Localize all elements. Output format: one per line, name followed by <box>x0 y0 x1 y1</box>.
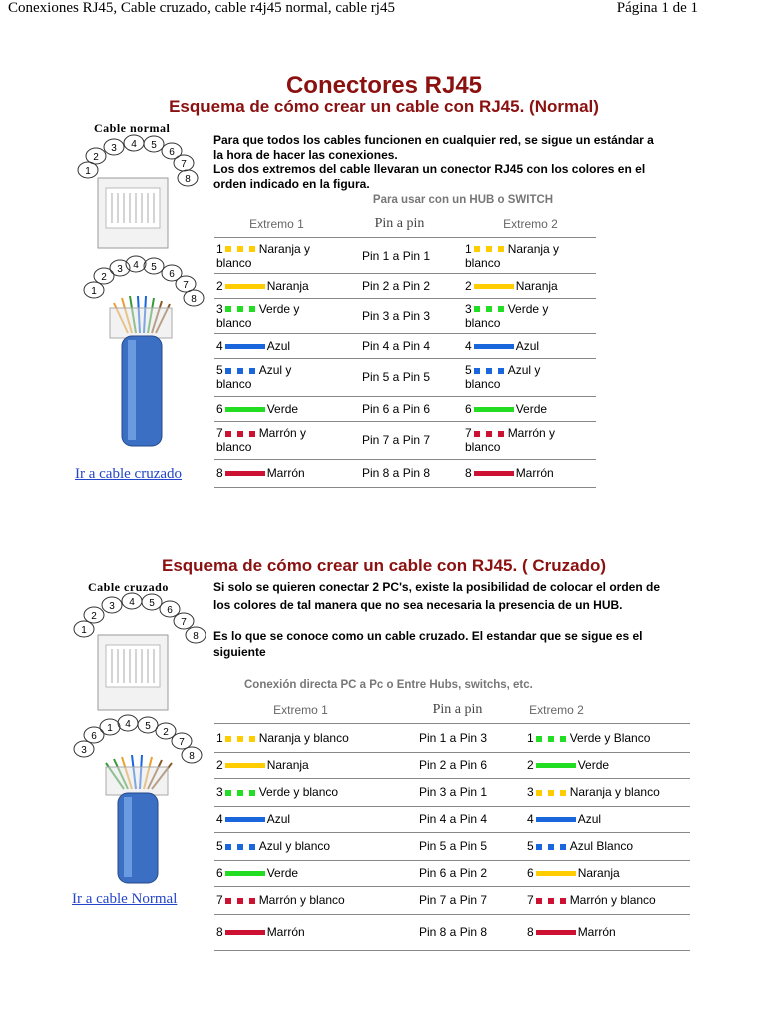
svg-text:3: 3 <box>81 745 87 756</box>
wire-color-bar <box>536 930 576 935</box>
wire-color-bar <box>225 763 265 768</box>
wire-color-name: Marrón y <box>507 426 556 440</box>
svg-text:6: 6 <box>167 605 173 616</box>
wire-color-dot <box>249 898 255 904</box>
wire-color-name: Verde y <box>507 301 549 316</box>
table-row <box>214 724 690 753</box>
wire-color-name: Naranja y blanco <box>258 731 349 745</box>
wire-color-dot <box>249 368 255 374</box>
pin-number: 8 <box>465 466 472 480</box>
wire-color-dot <box>237 306 243 312</box>
wire-color-bar <box>225 871 265 876</box>
wire-color-name-cont: blanco <box>465 255 501 270</box>
wire-color-name: Azul <box>266 812 291 826</box>
wire-color-name: Naranja y <box>258 241 311 256</box>
pin-number: 4 <box>216 812 223 826</box>
wire-color-dot <box>560 790 566 796</box>
cruzado-description-line: Es lo que se conoce como un cable cruzado. El estandar que se sigue es el <box>213 629 643 643</box>
svg-text:3: 3 <box>109 601 115 612</box>
wire-e2-cell <box>465 298 590 333</box>
wire-color-name: Marrón <box>577 925 616 939</box>
table-row <box>214 860 690 887</box>
wire-color-bar <box>536 763 576 768</box>
cruzado-description-line: siguiente <box>213 644 266 659</box>
wire-e1-cell <box>216 333 341 358</box>
wire-color-name-cont: blanco <box>465 440 501 454</box>
wire-e2-cell <box>527 832 687 860</box>
pin-mapping: Pin 6 a Pin 6 <box>362 401 431 416</box>
wire-e1-cell <box>216 752 406 778</box>
wire-color-name: Azul <box>577 812 602 826</box>
wire-e2-cell <box>527 724 687 752</box>
wire-e1-cell <box>216 806 406 832</box>
wire-color-dot <box>225 431 231 437</box>
normal-description <box>213 133 713 191</box>
wire-color-dot <box>560 844 566 850</box>
wire-e1-cell <box>216 298 341 333</box>
wire-e2-cell <box>527 914 687 950</box>
rj45-connector-icon <box>66 118 206 468</box>
pin-number: 7 <box>465 426 472 440</box>
pin-mapping: Pin 2 a Pin 2 <box>362 278 431 293</box>
normal-col-extremo2: Extremo 2 <box>503 217 558 231</box>
wire-e1-cell <box>216 886 406 914</box>
wire-color-dot <box>498 431 504 437</box>
wire-color-dot <box>249 431 255 437</box>
pin-number: 1 <box>527 731 534 745</box>
table-row <box>214 806 690 833</box>
svg-text:7: 7 <box>181 159 187 170</box>
wire-color-name: Marrón y blanco <box>258 893 345 907</box>
pin-number: 8 <box>527 925 534 939</box>
page-title: Conectores RJ45 <box>285 72 483 99</box>
cruzado-subtitle: Esquema de cómo crear un cable con RJ45. ( Cruzado) <box>161 556 607 575</box>
svg-text:8: 8 <box>189 751 195 762</box>
svg-text:1: 1 <box>91 286 97 297</box>
wire-color-dot <box>225 306 231 312</box>
wire-color-dot <box>249 790 255 796</box>
table-row <box>214 886 690 915</box>
pin-number: 7 <box>216 893 223 907</box>
pin-number: 3 <box>216 301 223 316</box>
wire-e2-cell <box>465 459 590 487</box>
svg-text:6: 6 <box>169 269 175 280</box>
pin-number: 6 <box>465 401 472 416</box>
svg-text:3: 3 <box>117 264 123 275</box>
wire-color-dot <box>225 898 231 904</box>
wire-color-dot <box>225 368 231 374</box>
svg-text:5: 5 <box>151 140 157 151</box>
wire-color-name: Marrón <box>266 466 305 480</box>
wire-color-name: Naranja <box>515 278 558 293</box>
svg-text:7: 7 <box>181 617 187 628</box>
wire-color-dot <box>225 736 231 742</box>
cruzado-description-1 <box>213 579 713 614</box>
pin-number: 2 <box>216 278 223 293</box>
wire-color-name: Azul y blanco <box>258 839 331 853</box>
wire-color-name-cont: blanco <box>216 440 252 454</box>
pin-number: 1 <box>216 731 223 745</box>
wire-color-dot <box>237 246 243 252</box>
pin-number: 4 <box>465 338 472 353</box>
wire-e1-cell <box>216 238 341 273</box>
pin-number: 5 <box>465 363 472 377</box>
wire-e1-cell <box>216 459 341 487</box>
wire-e1-cell <box>216 832 406 860</box>
wire-color-dot <box>548 790 554 796</box>
cruzado-col-extremo1: Extremo 1 <box>273 703 328 717</box>
table-row <box>214 832 690 861</box>
wire-color-dot <box>237 431 243 437</box>
pin-number: 2 <box>216 758 223 772</box>
pin-number: 5 <box>216 363 223 377</box>
pin-mapping: Pin 7 a Pin 7 <box>362 433 431 447</box>
wire-color-name-cont: blanco <box>216 255 252 270</box>
table-row <box>214 778 690 807</box>
pin-mapping: Pin 8 a Pin 8 <box>362 466 431 480</box>
wire-e1-cell <box>216 396 341 421</box>
pin-number: 5 <box>216 839 223 853</box>
pin-mapping: Pin 4 a Pin 4 <box>419 812 488 826</box>
wire-color-dot <box>548 736 554 742</box>
wire-color-dot <box>536 844 542 850</box>
pin-number: 7 <box>527 893 534 907</box>
wire-color-bar <box>474 284 514 289</box>
wire-e2-cell <box>465 421 590 459</box>
wire-e1-cell <box>216 860 406 886</box>
wire-color-bar <box>474 407 514 412</box>
cruzado-description-2 <box>213 629 713 660</box>
pin-number: 3 <box>527 785 534 799</box>
wire-color-bar <box>536 817 576 822</box>
normal-col-extremo1: Extremo 1 <box>249 217 304 231</box>
cruzado-cable-label: Cable cruzado <box>88 580 169 594</box>
table-row <box>214 298 596 334</box>
svg-text:5: 5 <box>149 598 155 609</box>
table-row <box>214 914 690 951</box>
pin-number: 7 <box>216 426 223 440</box>
wire-color-dot <box>249 736 255 742</box>
wire-color-name: Verde y <box>258 301 300 316</box>
normal-description-line: Para que todos los cables funcionen en cualquier red, se sigue un estándar a <box>213 133 654 147</box>
pin-mapping: Pin 3 a Pin 1 <box>419 785 488 799</box>
normal-usage-caption: Para usar con un HUB o SWITCH <box>372 194 554 206</box>
wire-color-bar <box>225 284 265 289</box>
wire-color-dot <box>536 898 542 904</box>
wire-color-dot <box>225 790 231 796</box>
svg-text:4: 4 <box>131 139 137 150</box>
wire-color-bar <box>225 407 265 412</box>
wire-color-name: Marrón <box>515 466 554 480</box>
wire-color-dot <box>225 844 231 850</box>
normal-description-line: Los dos extremos del cable llevaran un conector RJ45 con los colores en el <box>213 162 646 176</box>
wire-e2-cell <box>527 860 687 886</box>
wire-color-name: Azul y <box>507 363 541 377</box>
wire-color-bar <box>225 344 265 349</box>
normal-cable-label: Cable normal <box>94 121 171 135</box>
pin-mapping: Pin 5 a Pin 5 <box>419 839 488 853</box>
wire-color-bar <box>474 471 514 476</box>
wire-e1-cell <box>216 358 341 396</box>
pin-number: 6 <box>216 866 223 880</box>
wire-color-name: Naranja <box>266 278 309 293</box>
normal-cable-illustration <box>66 118 206 468</box>
page-header-title: Conexiones RJ45, Cable cruzado, cable r4j45 normal, cable rj45 <box>8 0 395 16</box>
wire-e2-cell <box>465 333 590 358</box>
svg-text:8: 8 <box>185 174 191 185</box>
cruzado-description-line: Si solo se quieren conectar 2 PC's, existe la posibilidad de colocar el orden de <box>213 580 660 594</box>
wire-color-name: Verde <box>577 758 610 772</box>
svg-text:6: 6 <box>91 731 97 742</box>
pin-mapping: Pin 1 a Pin 1 <box>362 248 431 263</box>
wire-color-dot <box>486 368 492 374</box>
pin-number: 2 <box>527 758 534 772</box>
wire-e2-cell <box>465 273 590 298</box>
table-row <box>214 459 596 488</box>
wire-color-bar <box>225 471 265 476</box>
wire-color-dot <box>237 790 243 796</box>
cruzado-col-extremo2: Extremo 2 <box>529 703 584 717</box>
svg-text:5: 5 <box>151 262 157 273</box>
wire-color-name: Azul Blanco <box>569 839 634 853</box>
table-row <box>214 358 596 397</box>
wire-e2-cell <box>527 806 687 832</box>
pin-mapping: Pin 7 a Pin 7 <box>419 893 488 907</box>
wire-color-dot <box>249 844 255 850</box>
wire-color-dot <box>498 246 504 252</box>
wire-color-dot <box>536 736 542 742</box>
svg-text:5: 5 <box>145 721 151 732</box>
table-row <box>214 273 596 299</box>
wire-e1-cell <box>216 724 406 752</box>
pin-number: 8 <box>216 925 223 939</box>
wire-e2-cell <box>527 752 687 778</box>
wire-color-name-cont: blanco <box>465 315 501 330</box>
wire-color-dot <box>498 368 504 374</box>
wire-color-name: Azul <box>266 338 291 353</box>
wire-color-bar <box>536 871 576 876</box>
wire-e1-cell <box>216 914 406 950</box>
wire-color-name: Naranja y blanco <box>569 785 660 799</box>
wire-color-name-cont: blanco <box>216 315 252 330</box>
wire-color-name: Naranja y <box>507 241 560 256</box>
cruzado-col-pin: Pin a pin <box>432 702 483 717</box>
wire-color-dot <box>548 844 554 850</box>
wire-color-dot <box>249 246 255 252</box>
wire-e1-cell <box>216 421 341 459</box>
normal-col-pin: Pin a pin <box>374 216 425 231</box>
wire-color-dot <box>474 368 480 374</box>
svg-text:6: 6 <box>169 147 175 158</box>
wire-color-dot <box>237 844 243 850</box>
wire-color-dot <box>237 368 243 374</box>
pin-mapping: Pin 8 a Pin 8 <box>419 925 488 939</box>
link-ir-a-cable-normal[interactable]: Ir a cable Normal <box>72 891 178 907</box>
table-row <box>214 421 596 460</box>
wire-color-name: Verde <box>266 866 299 880</box>
wire-color-dot <box>249 306 255 312</box>
wire-color-name-cont: blanco <box>216 377 252 391</box>
wire-e1-cell <box>216 778 406 806</box>
wire-color-name: Marrón <box>266 925 305 939</box>
svg-text:7: 7 <box>179 737 185 748</box>
table-row <box>214 238 596 274</box>
pin-number: 1 <box>216 241 223 256</box>
wire-color-dot <box>237 736 243 742</box>
wire-e2-cell <box>527 778 687 806</box>
svg-text:2: 2 <box>93 152 99 163</box>
pin-mapping: Pin 1 a Pin 3 <box>419 731 488 745</box>
wire-e2-cell <box>465 238 590 273</box>
pin-mapping: Pin 2 a Pin 6 <box>419 758 488 772</box>
wire-color-name-cont: blanco <box>465 377 501 391</box>
svg-text:8: 8 <box>191 294 197 305</box>
wire-color-name: Verde <box>515 401 548 416</box>
wire-color-name: Verde <box>266 401 299 416</box>
svg-text:1: 1 <box>81 625 87 636</box>
pin-mapping: Pin 5 a Pin 5 <box>362 370 431 384</box>
wire-e2-cell <box>527 886 687 914</box>
wire-color-dot <box>237 898 243 904</box>
svg-text:2: 2 <box>163 727 169 738</box>
pin-number: 8 <box>216 466 223 480</box>
wire-color-bar <box>225 930 265 935</box>
svg-text:3: 3 <box>111 143 117 154</box>
wire-color-dot <box>560 898 566 904</box>
normal-subtitle: Esquema de cómo crear un cable con RJ45. (Normal) <box>169 97 599 116</box>
svg-text:2: 2 <box>91 611 97 622</box>
crossover-cable-illustration <box>66 577 206 887</box>
wire-color-name: Marrón y <box>258 426 307 440</box>
normal-description-line: la hora de hacer las conexiones. <box>213 147 398 162</box>
cruzado-description-line: los colores de tal manera que no sea necesaria la presencia de un HUB. <box>213 597 623 612</box>
svg-text:2: 2 <box>101 272 107 283</box>
svg-text:1: 1 <box>85 166 91 177</box>
page-number: Página 1 de 1 <box>616 0 698 16</box>
svg-text:1: 1 <box>107 723 113 734</box>
pin-number: 4 <box>216 338 223 353</box>
pin-number: 3 <box>216 785 223 799</box>
pin-number: 3 <box>465 301 472 316</box>
link-ir-a-cable-cruzado[interactable]: Ir a cable cruzado <box>75 466 183 482</box>
wire-e2-cell <box>465 358 590 396</box>
wire-color-dot <box>486 306 492 312</box>
table-row <box>214 752 690 779</box>
wire-color-name: Naranja <box>577 866 620 880</box>
wire-color-dot <box>548 898 554 904</box>
wire-color-name: Azul y <box>258 363 292 377</box>
wire-color-dot <box>225 246 231 252</box>
pin-number: 4 <box>527 812 534 826</box>
wire-color-dot <box>474 246 480 252</box>
pin-number: 6 <box>527 866 534 880</box>
table-row <box>214 333 596 359</box>
pin-number: 1 <box>465 241 472 256</box>
rj45-crossover-connector-icon <box>66 577 206 887</box>
wire-color-dot <box>536 790 542 796</box>
svg-text:4: 4 <box>129 597 135 608</box>
wire-color-bar <box>225 817 265 822</box>
wire-color-name: Verde y Blanco <box>569 731 651 745</box>
wire-color-dot <box>474 306 480 312</box>
pin-mapping: Pin 4 a Pin 4 <box>362 338 431 353</box>
wire-color-dot <box>486 246 492 252</box>
svg-text:4: 4 <box>133 260 139 271</box>
wire-color-name: Marrón y blanco <box>569 893 656 907</box>
pin-number: 6 <box>216 401 223 416</box>
wire-color-name: Verde y blanco <box>258 785 339 799</box>
wire-color-dot <box>474 431 480 437</box>
wire-color-dot <box>486 431 492 437</box>
pin-number: 2 <box>465 278 472 293</box>
svg-text:7: 7 <box>183 280 189 291</box>
wire-e1-cell <box>216 273 341 298</box>
pin-number: 5 <box>527 839 534 853</box>
cruzado-usage-caption: Conexión directa PC a Pc o Entre Hubs, switchs, etc. <box>244 679 533 691</box>
wire-color-name: Naranja <box>266 758 309 772</box>
wire-color-name: Azul <box>515 338 540 353</box>
wire-color-dot <box>560 736 566 742</box>
table-row <box>214 396 596 422</box>
wire-color-dot <box>498 306 504 312</box>
wire-e2-cell <box>465 396 590 421</box>
wire-color-bar <box>474 344 514 349</box>
svg-text:8: 8 <box>193 631 199 642</box>
normal-description-line: orden indicado en la figura. <box>213 176 370 191</box>
pin-mapping: Pin 3 a Pin 3 <box>362 308 431 323</box>
pin-mapping: Pin 6 a Pin 2 <box>419 866 488 880</box>
svg-text:4: 4 <box>125 719 131 730</box>
